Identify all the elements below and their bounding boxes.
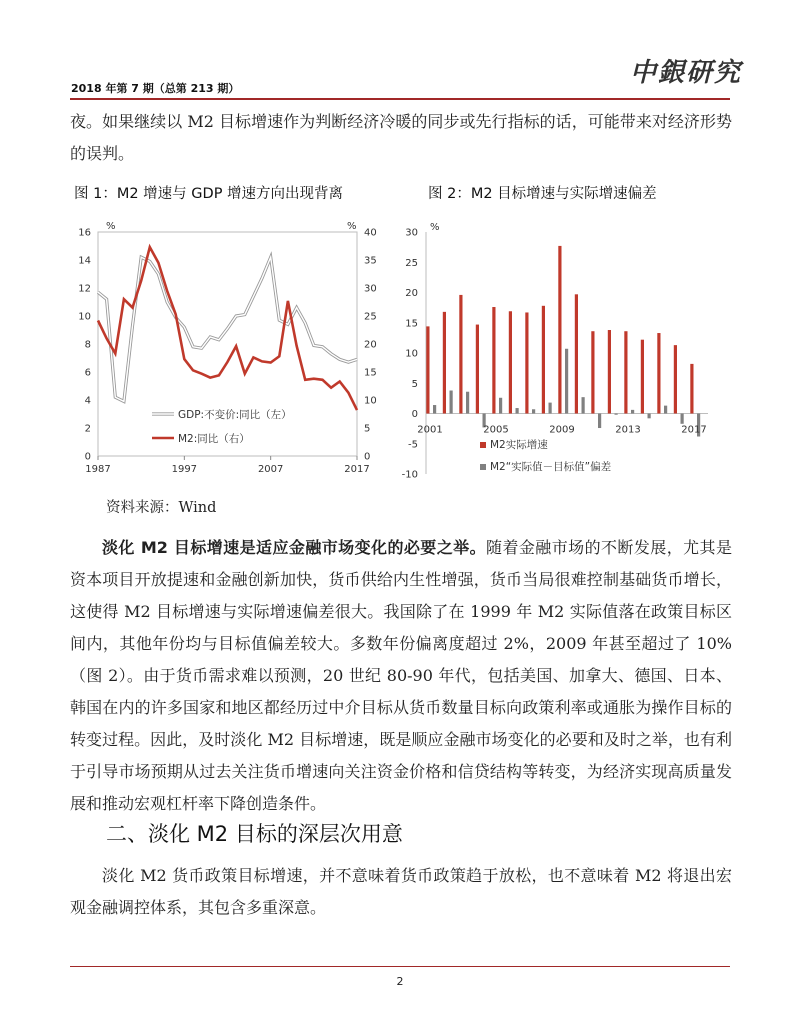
chart1-left-unit: % xyxy=(106,221,116,232)
chart1-svg xyxy=(74,212,394,484)
source-note: 资料来源：Wind xyxy=(106,500,217,516)
chart2-bar-deviation xyxy=(466,392,469,414)
chart2-y-tick: 30 xyxy=(405,227,418,239)
chart2-x-tick: 2009 xyxy=(549,424,575,436)
chart2-bar-deviation xyxy=(433,405,436,413)
chart1-legend-m2-label: M2:同比（右） xyxy=(178,433,250,445)
chart2-bar-deviation xyxy=(582,397,585,413)
chart2-bar-actual xyxy=(657,333,660,413)
chart2-y-tick: -5 xyxy=(408,439,418,451)
chart1-left-tick: 8 xyxy=(84,339,91,351)
chart2-legend-deviation-swatch xyxy=(480,464,486,470)
paragraph-2 xyxy=(70,532,732,820)
chart1-left-tick: 2 xyxy=(84,423,91,435)
chart2-bar-actual xyxy=(608,330,611,413)
figure2-title: 图 2：M2 目标增速与实际增速偏差 xyxy=(428,186,657,202)
chart2-bar-deviation xyxy=(615,414,618,415)
chart2-unit: % xyxy=(430,222,440,233)
chart1-right-tick: 15 xyxy=(364,367,377,379)
chart1-x-tick: 1997 xyxy=(171,464,198,475)
chart2-bar-actual xyxy=(690,364,693,414)
chart2-bar-deviation xyxy=(549,403,552,414)
chart2-bar-actual xyxy=(542,306,545,414)
paragraph-2-lead: 淡化 M2 目标增速是适应金融市场变化的必要之举。 xyxy=(102,538,487,557)
chart2-bar-actual xyxy=(591,331,594,413)
chart2-bar-actual xyxy=(443,312,446,414)
chart2-bar-deviation xyxy=(631,410,634,414)
chart2-bar-actual xyxy=(476,325,479,414)
page-number: 2 xyxy=(396,975,404,988)
chart2-bar-actual xyxy=(525,312,528,413)
section-heading: 二、淡化 M2 目标的深层次用意 xyxy=(106,822,403,846)
chart2-bar-deviation xyxy=(532,409,535,413)
chart2-x-tick: 2005 xyxy=(483,424,509,436)
chart1-right-tick: 10 xyxy=(364,395,377,407)
chart2-bar-deviation xyxy=(499,398,502,414)
chart2-x-tick: 2001 xyxy=(417,424,443,436)
chart2-bar-deviation xyxy=(598,414,601,429)
chart2-bar-deviation xyxy=(450,391,453,414)
chart1-plot-frame xyxy=(98,232,357,456)
chart2-bar-actual xyxy=(558,246,561,414)
chart2-bar-actual xyxy=(459,295,462,414)
chart2-y-tick: 5 xyxy=(411,378,418,390)
chart1-left-tick: 0 xyxy=(84,451,91,463)
chart2-legend-actual-swatch xyxy=(480,442,486,448)
paragraph-3: 淡化 M2 货币政策目标增速，并不意味着货币政策趋于放松，也不意味着 M2 将退出宏观金融调控体系，其包含多重深意。 xyxy=(70,866,732,917)
chart2-y-tick: 0 xyxy=(411,409,418,420)
paragraph-2-body: 随着金融市场的不断发展，尤其是资本项目开放提速和金融创新加快，货币供给内生性增强，货币当局很难控制基础货币增长，这使得 M2 目标增速与实际增速偏差很大。我国除了在 1999 年 M2 实际值落在政策目标区间内，其他年份均与目标值偏差较大。多数年份偏离度超过 2%，2009 年甚至超过了 10%（图 2）。由于货币需求难以预测，20 世纪 80-90 年代，包括美国、加拿大、德国、日本、韩国在内的许多国家和地区都经历过中介目标从货币数量目标向政策利率或通胀为操作目标的转变过程。因此，及时淡化 M2 目标增速，既是顺应金融市场变化的必要和及时之举，也有利于引导市场预期从过去关注货币增速向关注资金价格和信贷结构等转变，为经济实现高质量发展和推动宏观杠杆率下降创造条件。 xyxy=(70,538,732,813)
chart2-y-tick: 20 xyxy=(405,288,418,299)
chart1-left-tick: 12 xyxy=(78,283,91,295)
chart1-right-tick: 40 xyxy=(364,227,377,239)
chart2-y-tick: 15 xyxy=(405,318,418,330)
chart2-bar-deviation xyxy=(664,406,667,414)
chart1-right-tick: 25 xyxy=(364,311,377,323)
chart1-left-tick: 10 xyxy=(78,311,91,323)
chart1-x-tick: 1987 xyxy=(85,464,111,475)
issue-label: 2018 年第 7 期（总第 213 期） xyxy=(71,82,240,95)
chart1-x-tick: 2017 xyxy=(344,464,370,475)
chart1-left-tick: 14 xyxy=(78,255,91,267)
chart1-left-tick: 6 xyxy=(84,367,91,379)
chart2-y-tick: 10 xyxy=(405,348,418,360)
chart2-bar-actual xyxy=(575,294,578,413)
chart1-left-tick: 16 xyxy=(78,227,91,239)
chart2-bar-actual xyxy=(492,307,495,413)
figure1-title: 图 1：M2 增速与 GDP 增速方向出现背离 xyxy=(74,186,344,202)
header-divider xyxy=(70,98,730,100)
logo: 中銀研究 xyxy=(630,58,743,88)
footer-divider xyxy=(70,966,730,967)
chart2-bar-actual xyxy=(426,326,429,413)
chart1-right-tick: 35 xyxy=(364,255,377,267)
chart1-x-tick: 2007 xyxy=(257,464,284,475)
chart2-x-tick: 2013 xyxy=(615,424,641,436)
paragraph-1: 夜。如果继续以 M2 目标增速作为判断经济冷暖的同步或先行指标的话，可能带来对经济形势的误判。 xyxy=(70,112,732,163)
chart2-bar-deviation xyxy=(516,408,519,413)
chart1-left-tick: 4 xyxy=(84,395,91,407)
chart2-bar-deviation xyxy=(648,414,651,419)
chart2-bar-actual xyxy=(509,311,512,413)
chart2-legend-actual-label: M2实际增速 xyxy=(490,439,548,451)
chart2-bar-actual xyxy=(674,345,677,413)
chart2-bar-actual xyxy=(624,331,627,413)
chart1-legend-gdp-label: GDP:不变价:同比（左） xyxy=(178,409,292,421)
chart1-right-tick: 20 xyxy=(364,339,377,351)
chart1-right-tick: 0 xyxy=(364,451,371,463)
chart2-y-tick: -10 xyxy=(401,469,418,481)
chart1-right-unit: % xyxy=(347,221,357,232)
chart1-right-tick: 30 xyxy=(364,283,377,295)
chart2-legend-deviation-label: M2“实际值－目标值”偏差 xyxy=(490,461,612,473)
chart2-svg xyxy=(398,212,723,484)
chart2-y-tick: 25 xyxy=(405,257,418,269)
chart2-bar-actual xyxy=(641,340,644,414)
chart2-bar-deviation xyxy=(681,414,684,424)
chart2-x-tick: 2017 xyxy=(681,424,707,436)
chart1-right-tick: 5 xyxy=(364,423,371,435)
chart2-bar-deviation xyxy=(565,349,568,414)
